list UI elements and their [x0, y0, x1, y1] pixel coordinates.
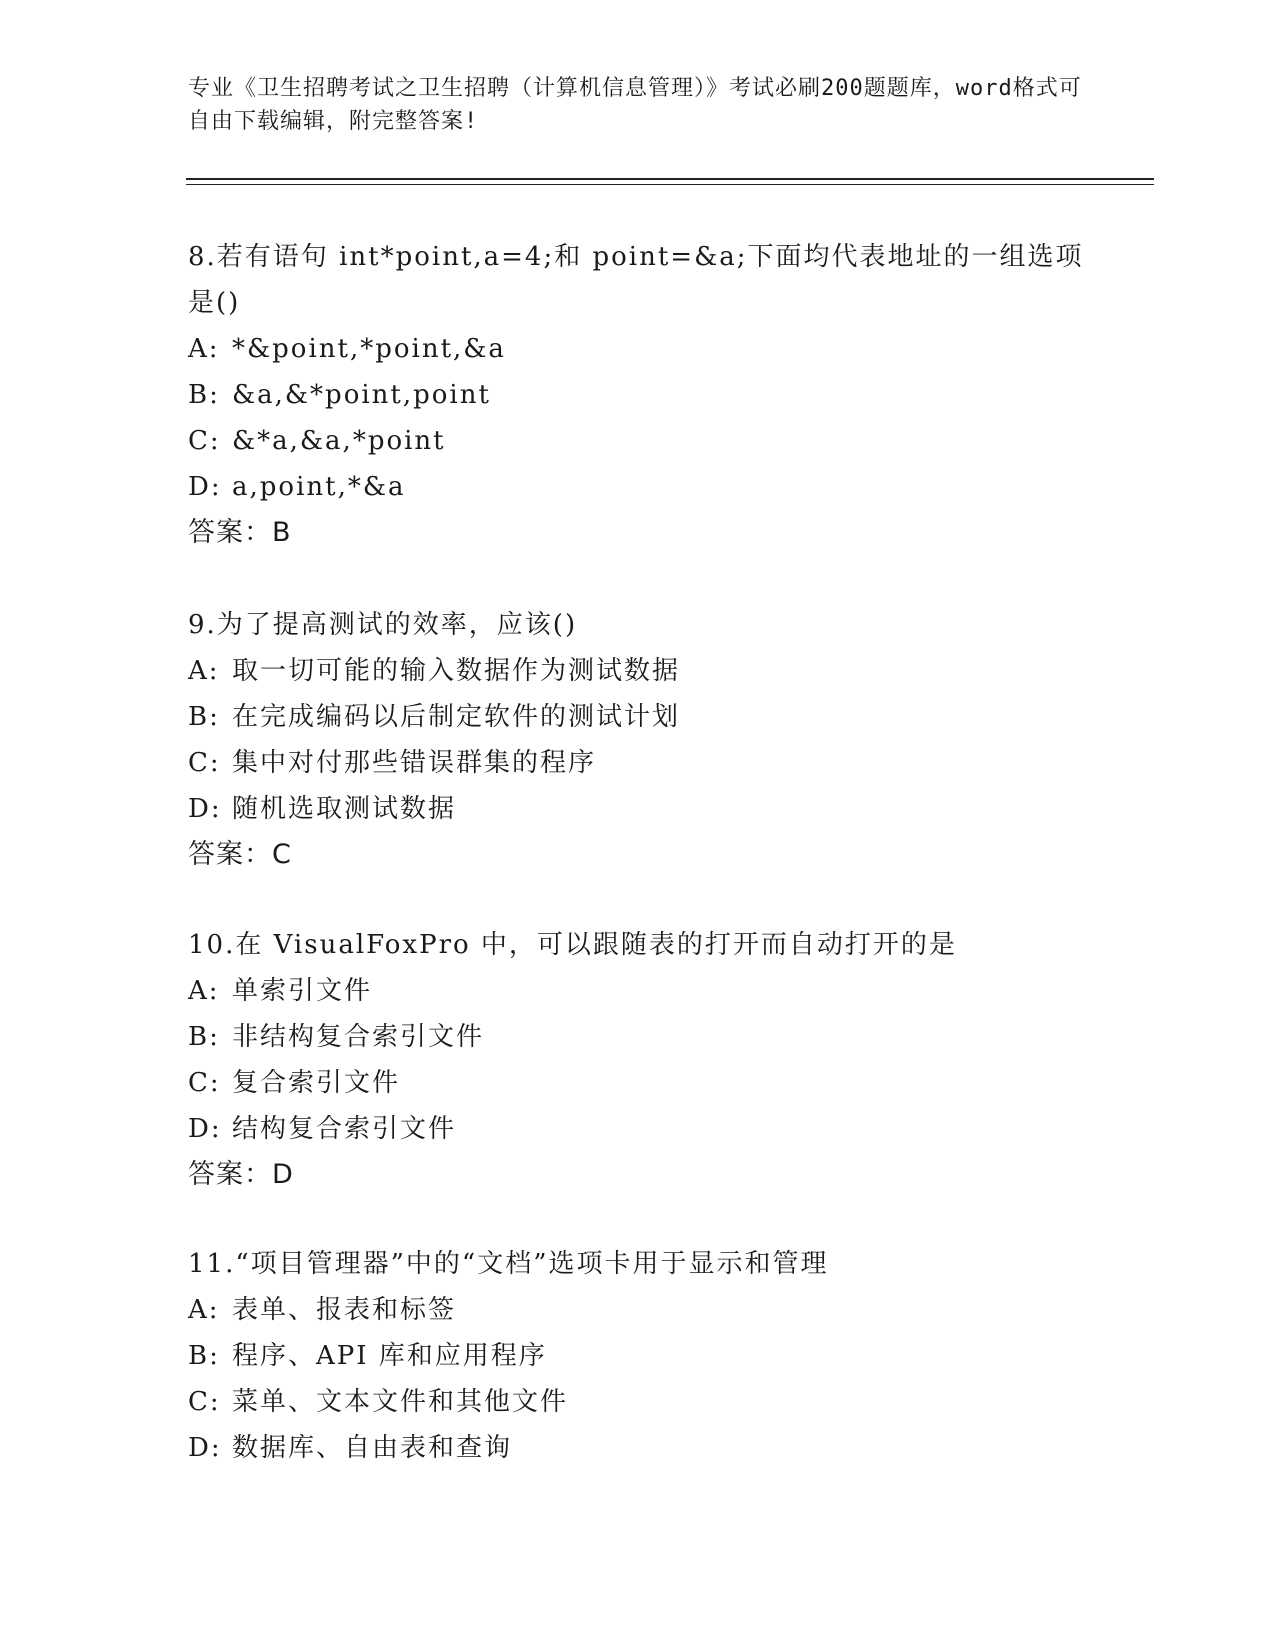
option-text: 数据库、自由表和查询 — [232, 1433, 513, 1463]
answer-line: 答案：B — [188, 517, 292, 548]
option-label: B: — [188, 1341, 220, 1371]
option-b — [188, 1014, 1088, 1060]
option-b — [188, 372, 1088, 418]
option-text: 表单、报表和标签 — [232, 1295, 457, 1325]
option-text: 集中对付那些错误群集的程序 — [232, 748, 597, 778]
option-d — [188, 464, 1088, 510]
option-label: A: — [188, 656, 220, 686]
option-text: 单索引文件 — [232, 976, 373, 1006]
option-label: B: — [188, 702, 220, 732]
option-label: D: — [188, 1433, 222, 1463]
option-label: A: — [188, 334, 220, 364]
option-label: D: — [188, 794, 222, 824]
option-text: 结构复合索引文件 — [232, 1114, 457, 1144]
option-d — [188, 786, 1088, 832]
option-text: 程序、API 库和应用程序 — [232, 1341, 547, 1371]
option-text: 非结构复合索引文件 — [232, 1022, 485, 1052]
option-a — [188, 648, 1088, 694]
option-label: C: — [188, 748, 221, 778]
option-label: C: — [188, 426, 221, 456]
option-c — [188, 1379, 1088, 1425]
question-stem: 8.若有语句 int*point,a=4;和 point=&a;下面均代表地址的一组选项是() — [188, 242, 1084, 318]
option-b — [188, 1333, 1088, 1379]
question-8 — [188, 234, 1088, 556]
option-label: B: — [188, 380, 220, 410]
answer-line: 答案：D — [188, 1159, 294, 1190]
option-text: a,point,*&a — [232, 472, 406, 502]
option-text: 取一切可能的输入数据作为测试数据 — [232, 656, 681, 686]
option-a — [188, 1287, 1088, 1333]
header-divider-thick — [186, 178, 1154, 180]
option-text: 随机选取测试数据 — [232, 794, 457, 824]
option-a — [188, 326, 1088, 372]
option-c — [188, 418, 1088, 464]
option-text: &*a,&a,*point — [232, 426, 446, 456]
question-stem: 11.“项目管理器”中的“文档”选项卡用于显示和管理 — [188, 1249, 829, 1279]
question-11 — [188, 1241, 1088, 1471]
option-d — [188, 1106, 1088, 1152]
question-stem: 10.在 VisualFoxPro 中，可以跟随表的打开而自动打开的是 — [188, 930, 957, 960]
header-note: 专业《卫生招聘考试之卫生招聘（计算机信息管理）》考试必刷200题题库，word格式可自由下载编辑，附完整答案! — [188, 76, 1082, 134]
question-9 — [188, 602, 1088, 878]
option-b — [188, 694, 1088, 740]
option-label: A: — [188, 976, 220, 1006]
option-label: C: — [188, 1068, 221, 1098]
option-label: A: — [188, 1295, 220, 1325]
option-a — [188, 968, 1088, 1014]
option-text: 复合索引文件 — [232, 1068, 401, 1098]
option-text: 菜单、文本文件和其他文件 — [232, 1387, 569, 1417]
answer-line: 答案：C — [188, 839, 292, 870]
option-c — [188, 1060, 1088, 1106]
option-label: B: — [188, 1022, 220, 1052]
question-10 — [188, 922, 1088, 1198]
option-label: C: — [188, 1387, 221, 1417]
option-text: 在完成编码以后制定软件的测试计划 — [232, 702, 681, 732]
option-d — [188, 1425, 1088, 1471]
option-label: D: — [188, 1114, 222, 1144]
question-stem: 9.为了提高测试的效率，应该() — [188, 610, 578, 640]
option-label: D: — [188, 472, 222, 502]
header-divider-thin — [186, 184, 1154, 185]
option-text: *&point,*point,&a — [232, 334, 506, 364]
option-c — [188, 740, 1088, 786]
option-text: &a,&*point,point — [232, 380, 491, 410]
